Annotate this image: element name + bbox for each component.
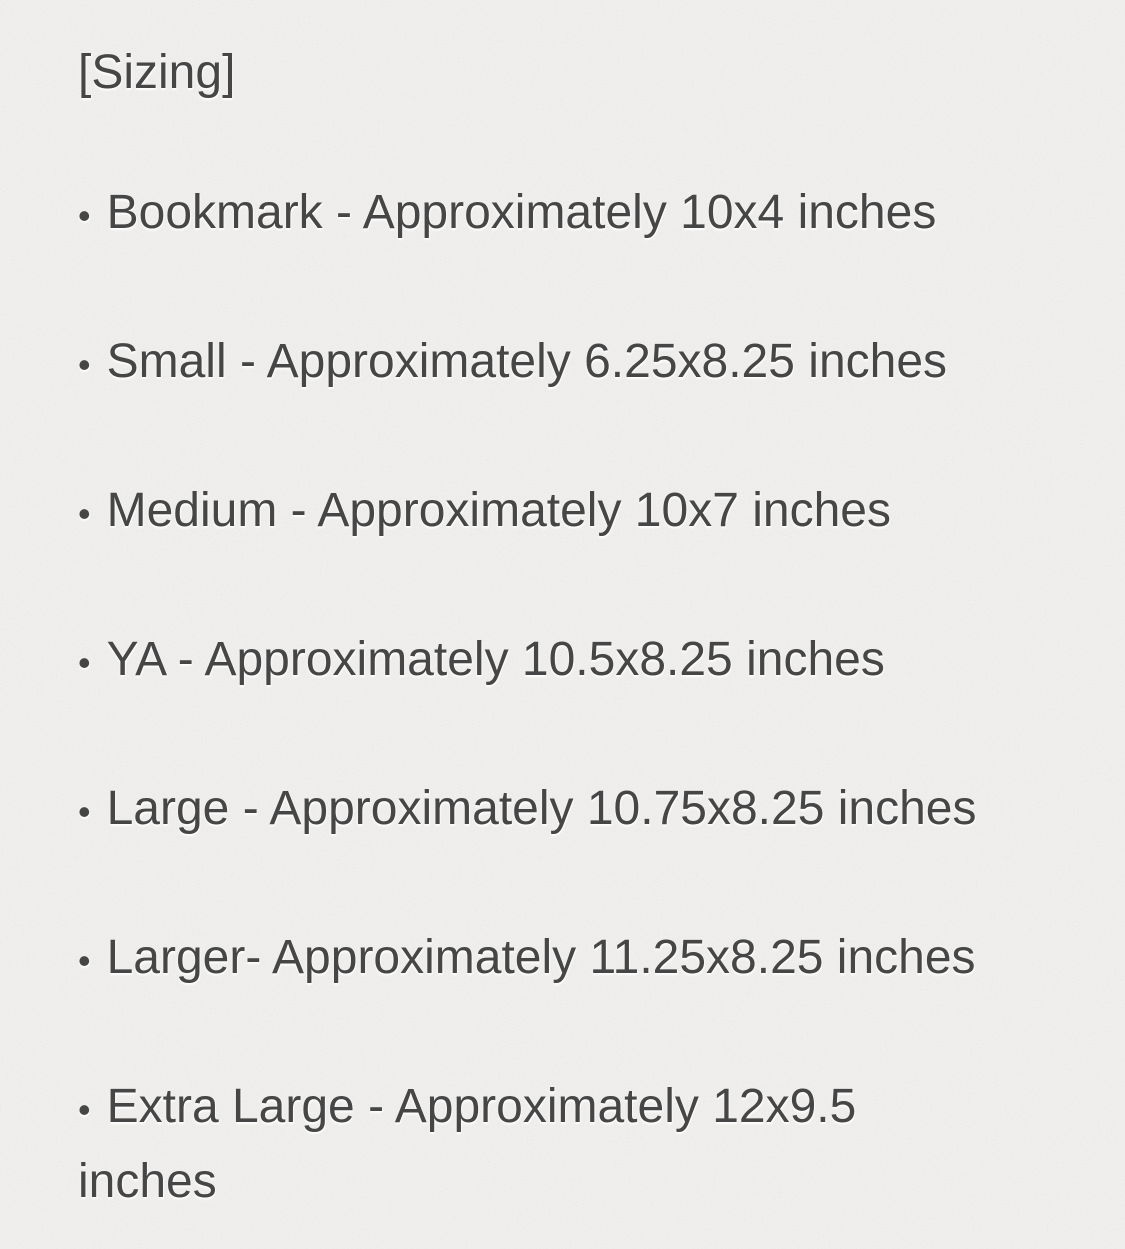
list-item-text: YA - Approximately 10.5x8.25 inches: [106, 633, 885, 686]
list-item-text: Large - Approximately 10.75x8.25 inches: [106, 782, 977, 835]
bullet-icon: •: [78, 493, 91, 534]
list-item-text: Small - Approximately 6.25x8.25 inches: [106, 335, 948, 388]
list-item: [78, 326, 1087, 401]
bullet-icon: •: [78, 1089, 91, 1130]
list-item: [78, 475, 1087, 550]
bullet-icon: •: [78, 791, 91, 832]
sizing-list: [78, 177, 1087, 1218]
note-content: [78, 37, 1087, 1218]
list-item-text: Medium - Approximately 10x7 inches: [106, 484, 891, 537]
bullet-icon: •: [78, 642, 91, 683]
list-item: [78, 922, 1087, 997]
page-title: [Sizing]: [78, 46, 236, 99]
list-item: [78, 1071, 938, 1218]
list-item-text: Bookmark - Approximately 10x4 inches: [106, 186, 937, 239]
list-item: [78, 773, 1087, 848]
list-item-text: Extra Large - Approximately 12x9.5 inches: [78, 1080, 857, 1208]
bullet-icon: •: [78, 940, 91, 981]
list-item-text: Larger- Approximately 11.25x8.25 inches: [106, 931, 976, 984]
bullet-icon: •: [78, 195, 91, 236]
list-item: [78, 624, 1087, 699]
bullet-icon: •: [78, 344, 91, 385]
list-item: [78, 177, 1087, 252]
